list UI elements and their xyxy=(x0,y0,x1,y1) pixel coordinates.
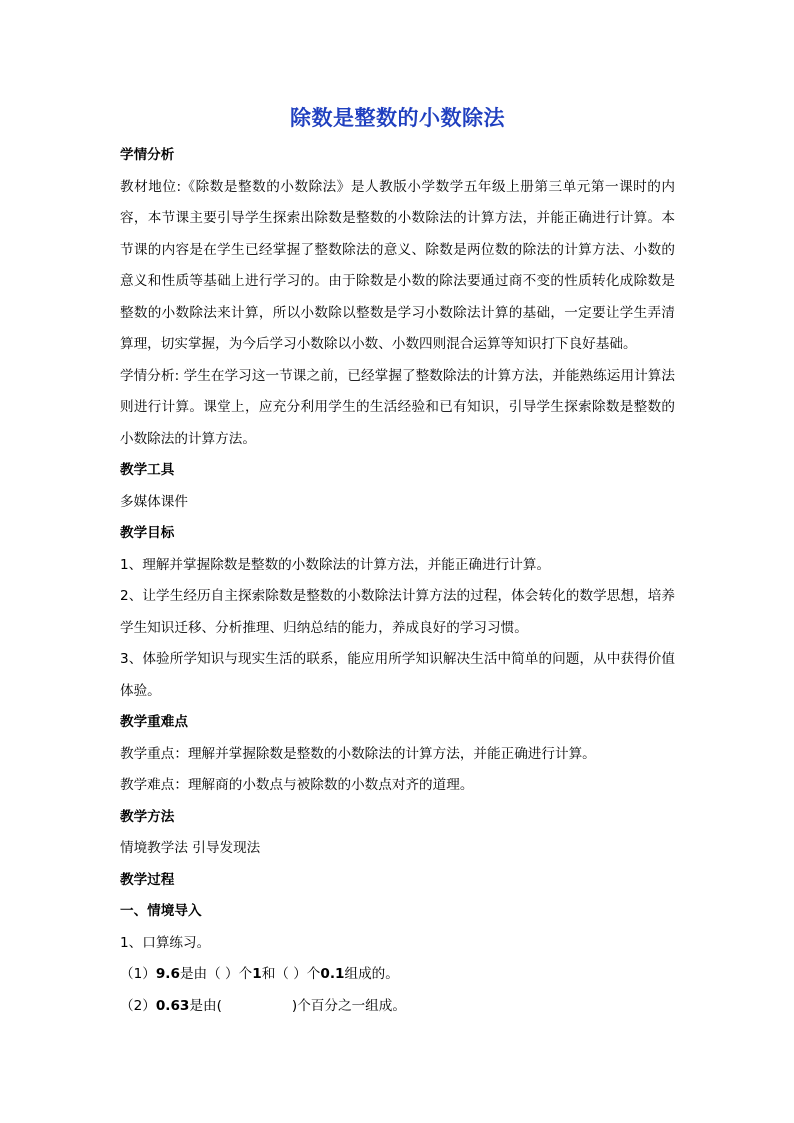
section-heading-keypoints: 教学重难点 xyxy=(120,714,188,730)
section-heading-xueqing: 学情分析 xyxy=(120,147,175,163)
document-title: 除数是整数的小数除法 xyxy=(290,106,505,130)
question-2-text-a: 是由( xyxy=(189,997,222,1014)
question-2-prefix: （2） xyxy=(120,997,156,1014)
keypoint-focus: 教学重点：理解并掌握除数是整数的小数除法的计算方法，并能正确进行计算。 xyxy=(120,745,596,762)
methods-text: 情境教学法 引导发现法 xyxy=(120,840,261,856)
question-2 xyxy=(120,991,675,1023)
process-step-1: 一、情境导入 xyxy=(120,903,202,919)
question-1 xyxy=(120,959,675,991)
paragraph-xueqing: 学情分析: 学生在学习这一节课之前，已经掌握了整数除法的计算方法，并能熟练运用计算法则进行计算。课堂上，应充分利用学生的生活经验和已有知识，引导学生探索除数是整数的小数除法的计算方法。 xyxy=(120,367,675,447)
goal-item-2: 2、让学生经历自主探索除数是整数的小数除法计算方法的过程，体会转化的数学思想，培养学生知识迁移、分析推理、归纳总结的能力，养成良好的学习习惯。 xyxy=(120,588,675,636)
section-heading-goals: 教学目标 xyxy=(120,525,175,541)
question-1-text-b: 和（ ）个 xyxy=(261,966,321,982)
question-2-text-b: )个百分之一组成。 xyxy=(291,997,406,1014)
question-1-number-b: 1 xyxy=(252,966,262,982)
section-heading-tools: 教学工具 xyxy=(120,462,175,478)
keypoint-difficulty: 教学难点：理解商的小数点与被除数的小数点对齐的道理。 xyxy=(120,777,474,793)
question-1-prefix: （1） xyxy=(120,966,156,982)
section-heading-methods: 教学方法 xyxy=(120,808,175,825)
paragraph-jiaocai: 教材地位:《除数是整数的小数除法》是人教版小学数学五年级上册第三单元第一课时的内容，本节课主要引导学生探索出除数是整数的小数除法的计算方法，并能正确进行计算。本节课的内容是在学生已经掌握了整数除法的意义、除数是两位数的除法的计算方法、小数的意义和性质等基础上进行学习的。由于除数是小数的除法要通过商不变的性质转化成除数是整数的小数除法来计算，所以小数除以整数是学习小数除法计算的基础，一定要让学生弄清算理，切实掌握，为今后学习小数除以小数、小数四则混合运算等知识打下良好基础。 xyxy=(120,178,675,352)
section-heading-process: 教学过程 xyxy=(120,871,175,888)
question-1-text-c: 组成的。 xyxy=(344,966,399,982)
question-1-number-a: 9.6 xyxy=(155,966,180,982)
process-sub-1: 1、口算练习。 xyxy=(120,934,211,951)
question-1-number-c: 0.1 xyxy=(320,966,345,982)
document-page xyxy=(120,100,675,1022)
question-2-number: 0.63 xyxy=(155,997,190,1014)
goal-item-3: 3、体验所学知识与现实生活的联系，能应用所学知识解决生活中简单的问题，从中获得价值体验。 xyxy=(120,651,675,699)
tools-text: 多媒体课件 xyxy=(120,493,188,510)
question-1-text-a: 是由（ ）个 xyxy=(179,966,253,982)
goal-item-1: 1、理解并掌握除数是整数的小数除法的计算方法，并能正确进行计算。 xyxy=(120,556,551,573)
